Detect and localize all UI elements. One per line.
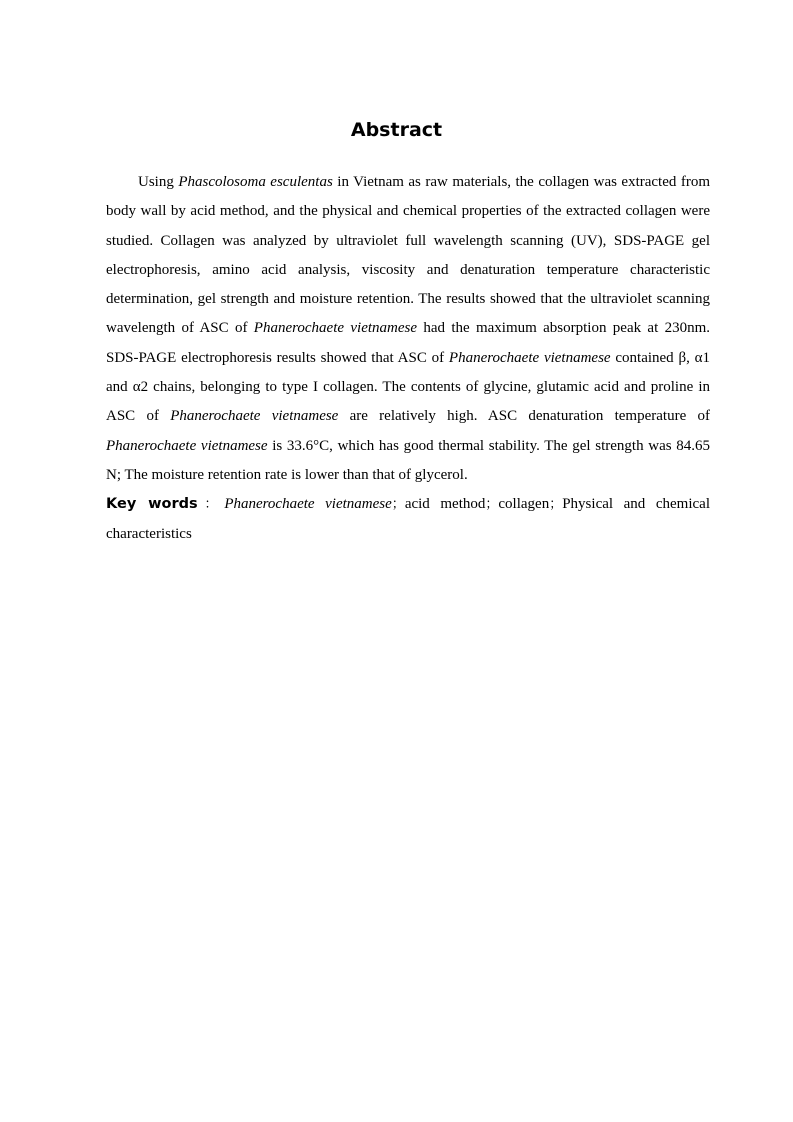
keyword-item: collagen [498,496,550,513]
abstract-text-2: in Vietnam as raw materials, the collagen was extracted from body wall by acid method, and the physical and chemical properties of the extracted collagen were studied. Collagen was analyzed by ultraviolet full wavelength scanning (UV), SDS-PAGE gel electrophoresis, amino acid analysis, viscosity and denaturation temperature characteristic determination, gel strength and moisture retention. The results showed that the ultraviolet scanning wavelength of ASC of [106,174,711,337]
species-name-4: Phanerochaete vietnamese [170,408,339,425]
abstract-text-5: are relatively high. ASC denaturation temperature of [338,408,710,425]
abstract-text-4: contained β, α1 and α2 chains, belonging to type I collagen. The contents of glycine, glutamic acid and proline in ASC of [106,349,710,425]
keyword-separator: ； [549,497,563,513]
keyword-item: acid method [404,496,486,513]
keyword-item: Physical and chemical characteristics [106,496,710,542]
abstract-paragraph [106,168,710,490]
abstract-title: Abstract [350,119,443,141]
keywords-line [106,490,710,549]
keyword-separator: ； [391,497,405,513]
species-name-2: Phanerochaete vietnamese [253,320,418,337]
species-name-1: Phascolosoma esculentas [178,174,333,190]
keyword-separator: ； [485,497,499,513]
keywords-colon: ： [197,497,225,513]
species-name-5: Phanerochaete vietnamese [106,437,268,454]
keywords-label: Key words [106,496,198,513]
abstract-text-3: had the maximum absorption peak at 230nm. SDS-PAGE electrophoresis results showed that ASC of [106,320,710,366]
abstract-text-6: is 33.6°C, which has good thermal stability. The gel strength was 84.65 N; The moisture retention rate is lower than that of glycerol. [106,437,710,483]
abstract-body [106,168,710,549]
keyword-item: Phanerochaete vietnamese [224,496,392,513]
abstract-text-1: Using [138,174,179,190]
species-name-3: Phanerochaete vietnamese [448,349,611,366]
